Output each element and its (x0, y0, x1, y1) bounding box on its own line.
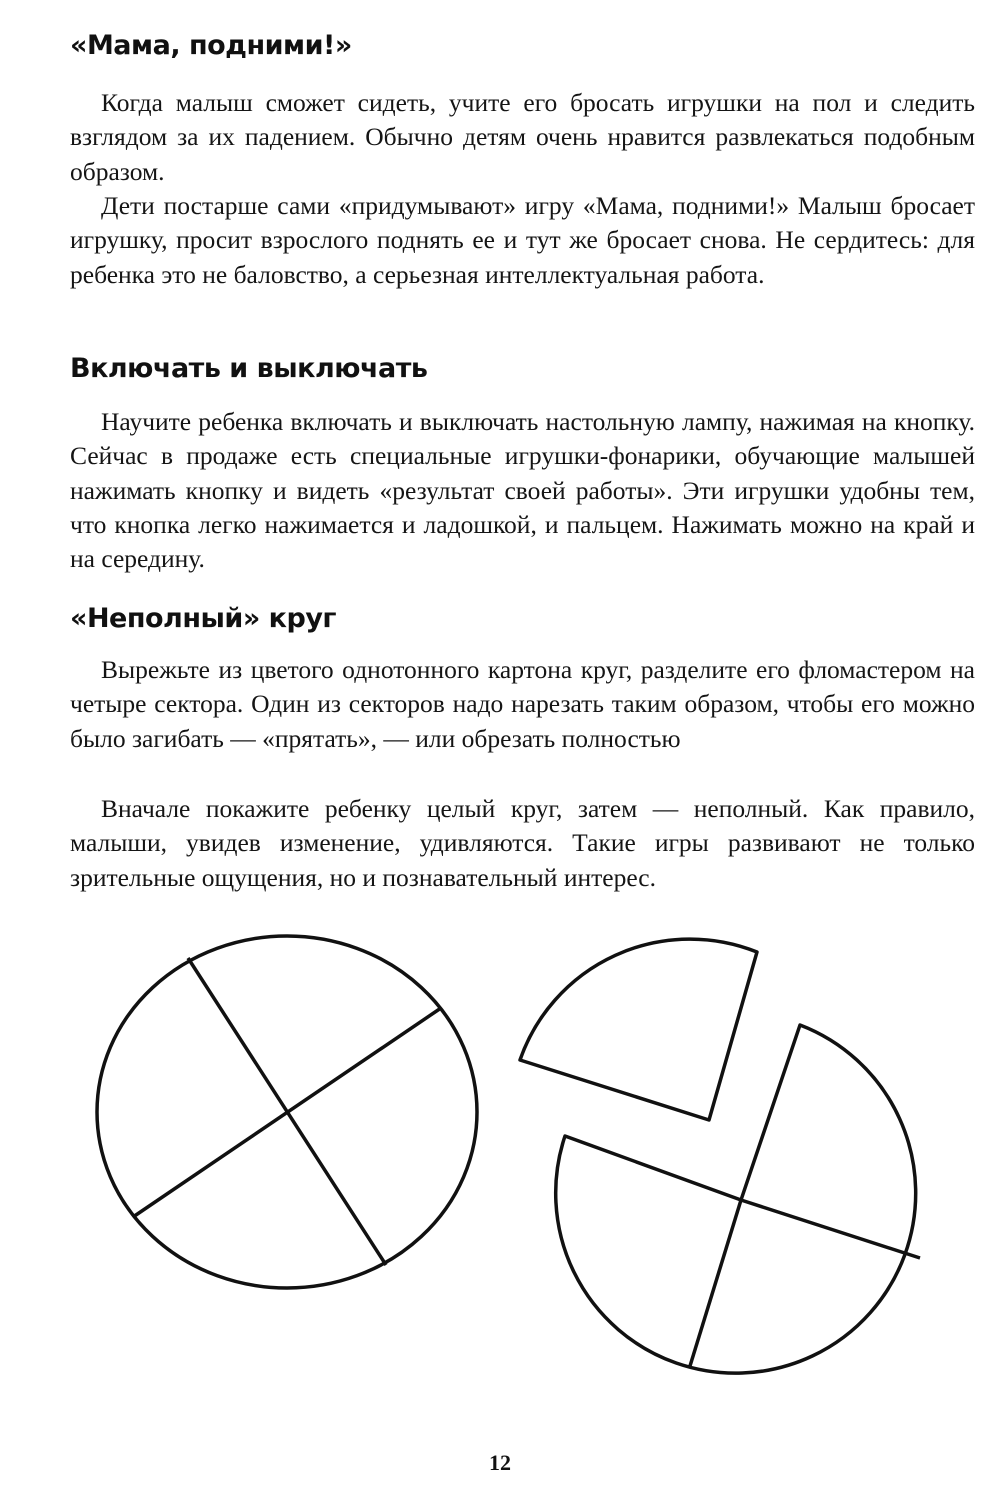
paragraph: Дети постарше сами «придумывают» игру «Мама, подними!» Малыш бросает игрушку, просит взрослого поднять ее и тут же бросает снова. Не сердитесь: для ребенка это не баловство, а серьезная интеллектуальная работа. (70, 191, 975, 289)
full-circle (97, 936, 477, 1288)
paragraph: Когда малыш сможет сидеть, учите его бросать игрушки на пол и следить взглядом за их падением. Обычно детям очень нравится развлекаться подобным образом. (70, 88, 975, 186)
paragraph: Вначале покажите ребенку целый круг, затем — неполный. Как правило, малыши, увидев изменение, удивляются. Такие игры развивают не только зрительные ощущения, но и познавательный интерес. (70, 794, 975, 892)
cut-sector (520, 939, 757, 1120)
section-heading-circle: «Неполный» круг (70, 603, 337, 634)
circles-illustration (0, 930, 1000, 1400)
paragraph: Вырежьте из цветого однотонного картона круг, разделите его фломастером на четыре сектора. Один из секторов надо нарезать таким образом, чтобы его можно было загибать — «прятать», — или обрезать полностью (70, 655, 975, 753)
paragraph: Научите ребенка включать и выключать настольную лампу, нажимая на кнопку. Сейчас в продаже есть специальные игрушки-фонарики, обучающие малышей нажимать кнопку и видеть «результат своей работы». Эти игрушки удобны тем, что кнопка легко нажимается и ладошкой, и пальцем. Нажимать можно на край и на середину. (70, 407, 975, 574)
page-number: 12 (489, 1450, 511, 1475)
section-heading-switch: Включать и выключать (70, 353, 428, 384)
section-heading-mama: «Мама, подними!» (70, 30, 352, 61)
incomplete-circle (556, 1025, 920, 1373)
